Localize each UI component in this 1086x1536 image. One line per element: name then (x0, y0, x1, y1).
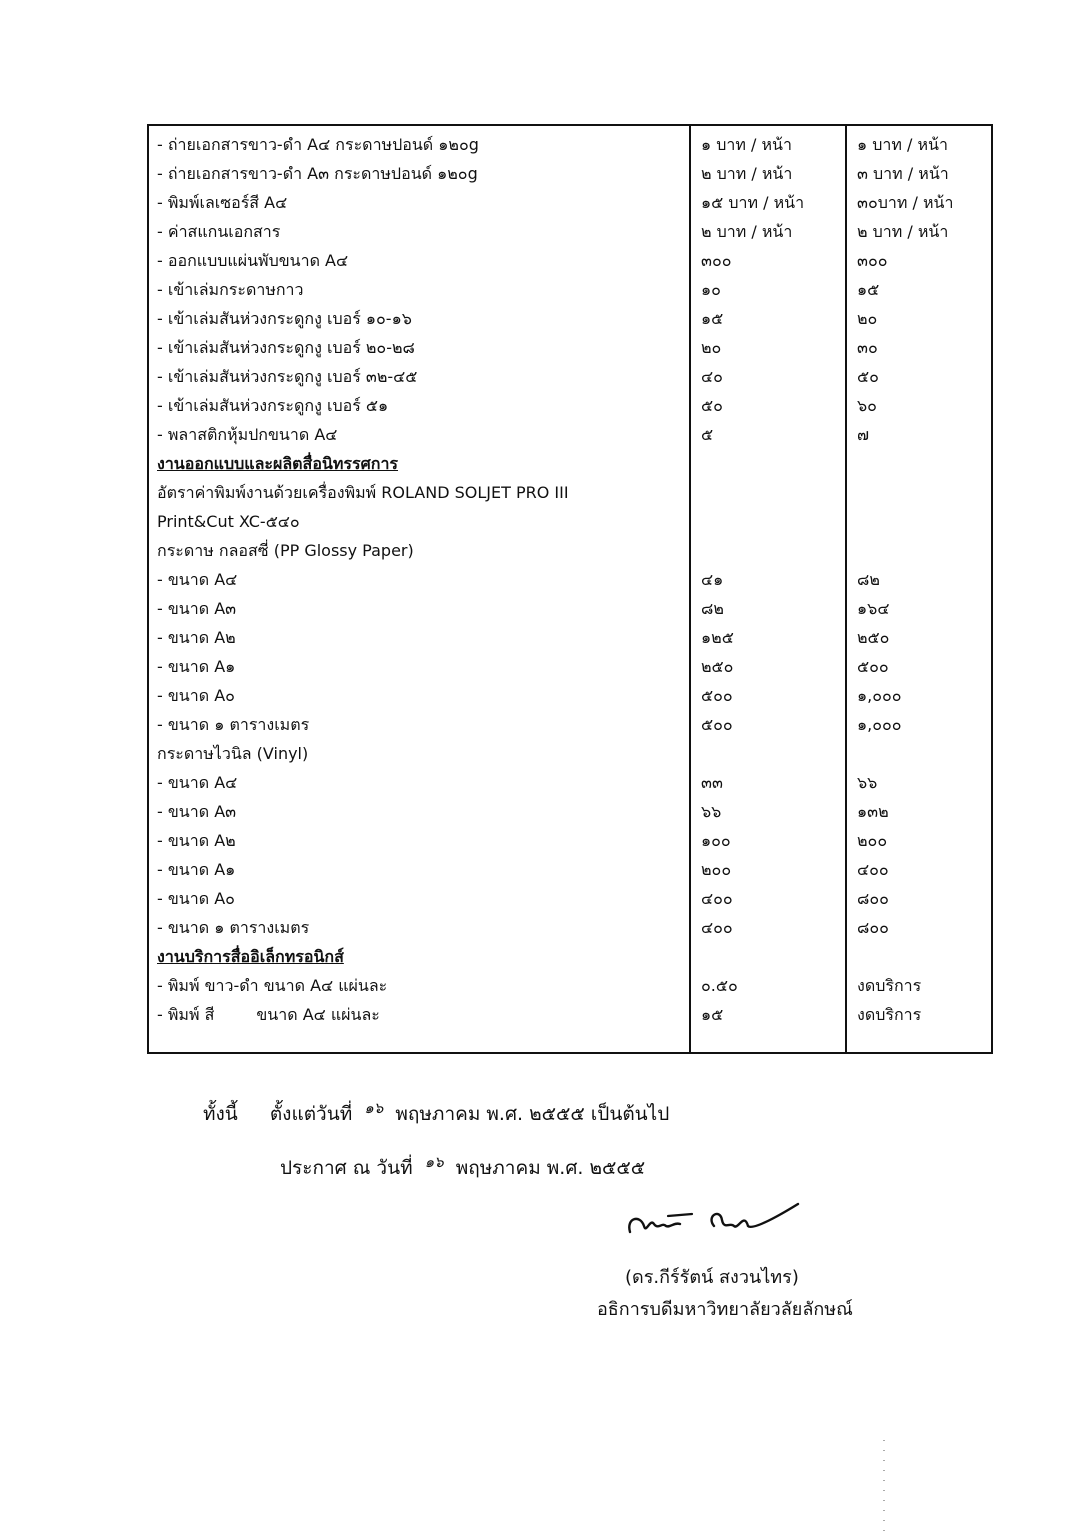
row-value-1: ๑๕ (701, 309, 724, 328)
effective-date-line (203, 1096, 669, 1129)
fee-table (147, 124, 993, 1054)
row-value-2: ๒๐๐ (857, 831, 888, 850)
row-value-1: ๒ บาท / หน้า (701, 222, 793, 241)
signer-name: (ดร.กีร์รัตน์ สงวนไทร) (625, 1267, 799, 1288)
row-value-1: ๔๐๐ (701, 889, 733, 908)
table-row (149, 391, 991, 420)
row-value-2: ๘๒ (857, 570, 880, 589)
row-description: - ขนาด A๓ (157, 599, 237, 618)
row-description: - เข้าเล่มกระดาษกาว (157, 280, 304, 299)
row-description: - เข้าเล่มสันห่วงกระดูกงู เบอร์ ๑๐-๑๖ (157, 309, 412, 328)
section-heading-row (149, 942, 991, 971)
table-row (149, 681, 991, 710)
table-row (149, 362, 991, 391)
row-description: - ขนาด A๐ (157, 889, 235, 908)
table-row (149, 1000, 991, 1029)
effective-day-handwritten: ๑๖ (364, 1099, 384, 1117)
row-value-1: ๔๐๐ (701, 918, 733, 937)
row-value-1: ๒ บาท / หน้า (701, 164, 793, 183)
row-value-2: ๘๐๐ (857, 889, 889, 908)
row-description-part: ขนาด A๔ แผ่นละ (256, 1005, 380, 1024)
row-value-1: ๕๐๐ (701, 715, 733, 734)
row-description: - ขนาด A๒ (157, 628, 236, 647)
table-row (149, 130, 991, 159)
table-row (149, 507, 991, 536)
table-row (149, 826, 991, 855)
table-rows (149, 130, 991, 1000)
row-description: - พิมพ์เลเซอร์สี A๔ (157, 193, 288, 212)
row-value-1: ๐.๕๐ (701, 976, 738, 995)
row-value-1: ๑๕ บาท / หน้า (701, 193, 805, 212)
table-row (149, 884, 991, 913)
row-description: - ออกแบบแผ่นพับขนาด A๔ (157, 251, 349, 270)
row-value-2: ๔๐๐ (857, 860, 889, 879)
row-description: Print&Cut XC-๕๔๐ (157, 512, 300, 531)
row-value-2: ๓๐ (857, 338, 878, 357)
row-description: กระดาษ กลอสซี่ (PP Glossy Paper) (157, 541, 414, 560)
table-row (149, 275, 991, 304)
effective-suffix: พฤษภาคม พ.ศ. ๒๕๕๕ เป็นต้นไป (395, 1103, 670, 1126)
row-description: งานบริการสื่ออิเล็กทรอนิกส์ (157, 947, 344, 966)
row-description: - เข้าเล่มสันห่วงกระดูกงู เบอร์ ๕๑ (157, 396, 389, 415)
row-description: - ถ่ายเอกสารขาว-ดำ A๔ กระดาษปอนด์ ๑๒๐g (157, 135, 479, 154)
row-value-1: ๑๒๕ (701, 628, 734, 647)
row-description: - ถ่ายเอกสารขาว-ดำ A๓ กระดาษปอนด์ ๑๒๐g (157, 164, 478, 183)
table-row (149, 710, 991, 739)
table-row (149, 246, 991, 275)
table-row (149, 333, 991, 362)
row-value-2: ๓๐๐ (857, 251, 888, 270)
table-row (149, 739, 991, 768)
row-description: - เข้าเล่มสันห่วงกระดูกงู เบอร์ ๓๒-๔๕ (157, 367, 418, 386)
row-value-1: ๑๐ (701, 280, 721, 299)
table-row (149, 478, 991, 507)
row-value-2: ๒ บาท / หน้า (857, 222, 949, 241)
row-description: - ขนาด A๑ (157, 657, 236, 676)
row-description: อัตราค่าพิมพ์งานด้วยเครื่องพิมพ์ ROLAND SOLJET PRO III (157, 483, 569, 502)
row-value-2: งดบริการ (857, 976, 922, 995)
row-description: - ขนาด A๒ (157, 831, 236, 850)
row-description: งานออกแบบและผลิตสื่อนิทรรศการ (157, 454, 399, 473)
announcement-suffix: พฤษภาคม พ.ศ. ๒๕๕๕ (455, 1157, 646, 1180)
scan-artifact (882, 1440, 886, 1536)
row-value-2: ๖๖ (857, 773, 878, 792)
row-description: - ขนาด ๑ ตารางเมตร (157, 918, 310, 937)
row-value-2: ๒๐ (857, 309, 878, 328)
row-description: - ขนาด A๓ (157, 802, 237, 821)
row-value-2: ๓ บาท / หน้า (857, 164, 949, 183)
announcement-date-line (280, 1150, 645, 1183)
table-row (149, 652, 991, 681)
row-value-2: ๒๕๐ (857, 628, 890, 647)
section-heading-row (149, 449, 991, 478)
table-row (149, 159, 991, 188)
row-value-1: ๑ บาท / หน้า (701, 135, 792, 154)
row-description (157, 1000, 685, 1029)
row-value-1: ๕๐๐ (701, 686, 733, 705)
table-row (149, 797, 991, 826)
table-row (149, 971, 991, 1000)
row-description: - ขนาด A๑ (157, 860, 236, 879)
row-value-2: งดบริการ (857, 1005, 922, 1024)
announcement-prefix: ประกาศ ณ วันที่ (280, 1157, 413, 1180)
row-value-2: ๘๐๐ (857, 918, 889, 937)
row-value-2: ๖๐ (857, 396, 877, 415)
row-value-1: ๘๒ (701, 599, 724, 618)
row-value-1: ๒๐ (701, 338, 722, 357)
row-description: - พิมพ์ ขาว-ดำ ขนาด A๔ แผ่นละ (157, 976, 388, 995)
row-description: - ขนาด A๔ (157, 570, 238, 589)
table-row (149, 565, 991, 594)
row-value-1: ๕ (701, 425, 714, 444)
row-description: - ขนาด A๔ (157, 773, 238, 792)
row-value-2: ๑๓๒ (857, 802, 889, 821)
row-value-1: ๕๐ (701, 396, 723, 415)
effective-label: ตั้งแต่วันที่ (269, 1103, 353, 1126)
row-value-2: ๑,๐๐๐ (857, 715, 902, 734)
table-row (149, 420, 991, 449)
table-row (149, 536, 991, 565)
row-value-2: ๑,๐๐๐ (857, 686, 902, 705)
row-value-2: ๑๕ (857, 280, 880, 299)
row-value-1: ๖๖ (701, 802, 722, 821)
row-value-1: ๑๕ (701, 1005, 724, 1024)
table-row (149, 217, 991, 246)
row-description: - ค่าสแกนเอกสาร (157, 222, 281, 241)
table-row (149, 594, 991, 623)
table-row (149, 768, 991, 797)
row-value-2: ๓๐บาท / หน้า (857, 193, 954, 212)
row-value-1: ๔๑ (701, 570, 724, 589)
row-description: - พลาสติกหุ้มปกขนาด A๔ (157, 425, 338, 444)
table-row (149, 913, 991, 942)
row-description: - ขนาด ๑ ตารางเมตร (157, 715, 310, 734)
row-value-2: ๕๐ (857, 367, 879, 386)
row-description: - ขนาด A๐ (157, 686, 235, 705)
row-value-2: ๕๐๐ (857, 657, 889, 676)
effective-prefix: ทั้งนี้ (203, 1103, 238, 1126)
row-value-2: ๗ (857, 425, 870, 444)
row-description: - เข้าเล่มสันห่วงกระดูกงู เบอร์ ๒๐-๒๘ (157, 338, 415, 357)
row-description: กระดาษไวนิล (Vinyl) (157, 744, 309, 763)
row-value-1: ๒๕๐ (701, 657, 734, 676)
row-value-1: ๑๐๐ (701, 831, 731, 850)
row-value-1: ๔๐ (701, 367, 723, 386)
signature-image (622, 1196, 802, 1246)
row-description-part: - พิมพ์ สี (157, 1005, 215, 1024)
row-value-2: ๑๖๔ (857, 599, 890, 618)
table-row (149, 188, 991, 217)
announcement-day-handwritten: ๑๖ (424, 1153, 444, 1171)
table-row (149, 304, 991, 333)
signer-title: อธิการบดีมหาวิทยาลัยวลัยลักษณ์ (597, 1299, 853, 1320)
row-value-2: ๑ บาท / หน้า (857, 135, 948, 154)
table-row (149, 855, 991, 884)
row-value-1: ๒๐๐ (701, 860, 732, 879)
row-value-1: ๓๓ (701, 773, 723, 792)
row-value-1: ๓๐๐ (701, 251, 732, 270)
table-row (149, 623, 991, 652)
